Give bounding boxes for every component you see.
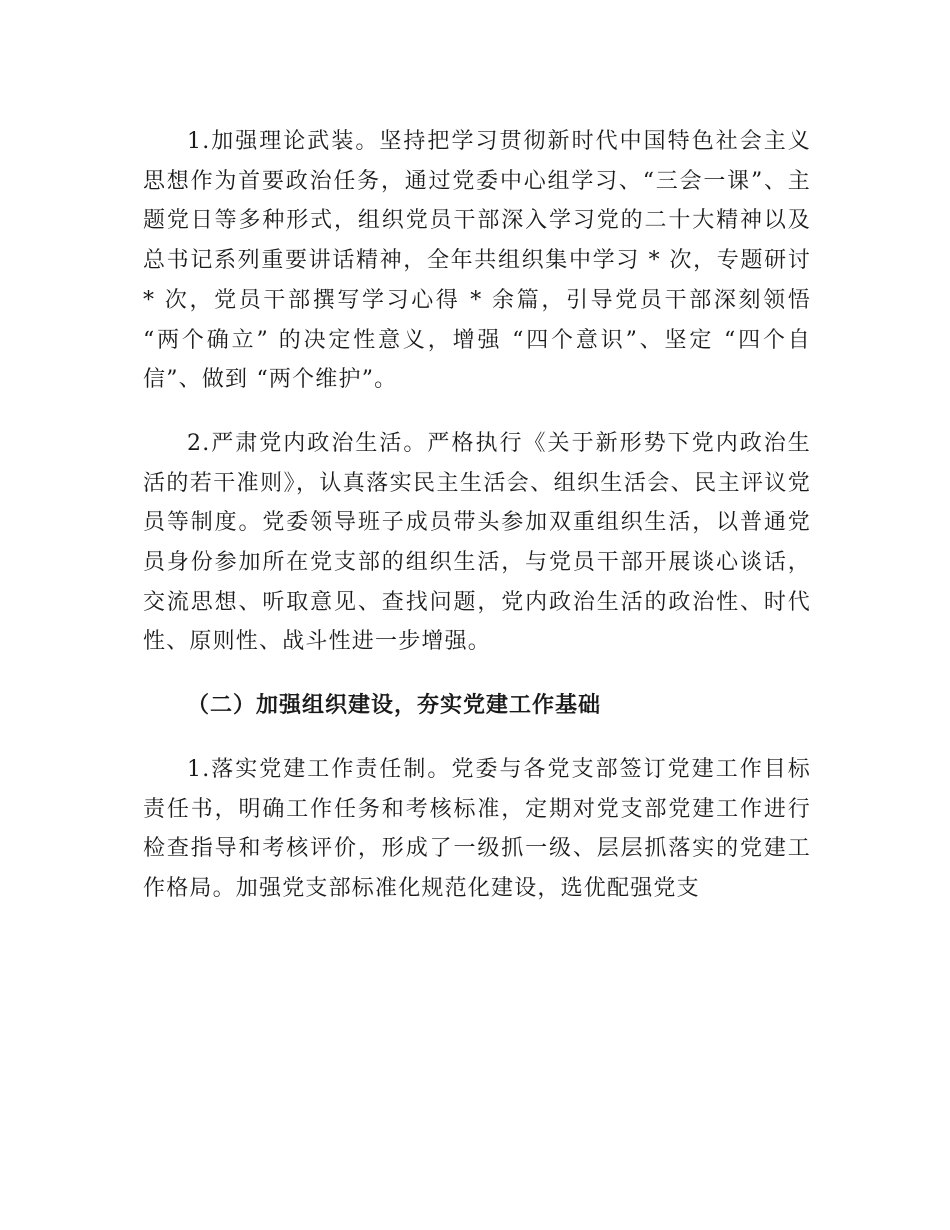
paragraph-political-life: 2.严肃党内政治生活。严格执行《关于新形势下党内政治生活的若干准则》，认真落实民主生活会、组织生活会、民主评议党员等制度。党委领导班子成员带头参加双重组织生活，以普通党员身份参加所在党支部的组织生活，与党员干部开展谈心谈话，交流思想、听取意见、查找问题，党内政治生活的政治性、时代性、原则性、战斗性进一步增强。 bbox=[143, 430, 811, 655]
document-body bbox=[143, 122, 811, 909]
paragraph-theory-study: 1.加强理论武装。坚持把学习贯彻新时代中国特色社会主义思想作为首要政治任务，通过党委中心组学习、“三会一课”、主题党日等多种形式，组织党员干部深入学习党的二十大精神以及总书记系列重要讲话精神，全年共组织集中学习 * 次，专题研讨 * 次，党员干部撰写学习心得 * 余篇，引导党员干部深刻领悟 “两个确立” 的决定性意义，增强 “四个意识”、坚定 “四个自信”、做到 “两个维护”。 bbox=[143, 129, 811, 393]
paragraph-gap bbox=[143, 726, 811, 750]
paragraph-responsibility-system: 1.落实党建工作责任制。党委与各党支部签订党建工作目标责任书，明确工作任务和考核标准，定期对党支部党建工作进行检查指导和考核评价，形成了一级抓一级、层层抓落实的党建工作格局。加强党支部标准化规范化建设，选优配强党支 bbox=[143, 756, 811, 901]
section-heading: （二）加强组织建设，夯实党建工作基础 bbox=[187, 693, 602, 719]
paragraph-gap bbox=[143, 400, 811, 424]
paragraph-gap bbox=[143, 662, 811, 686]
